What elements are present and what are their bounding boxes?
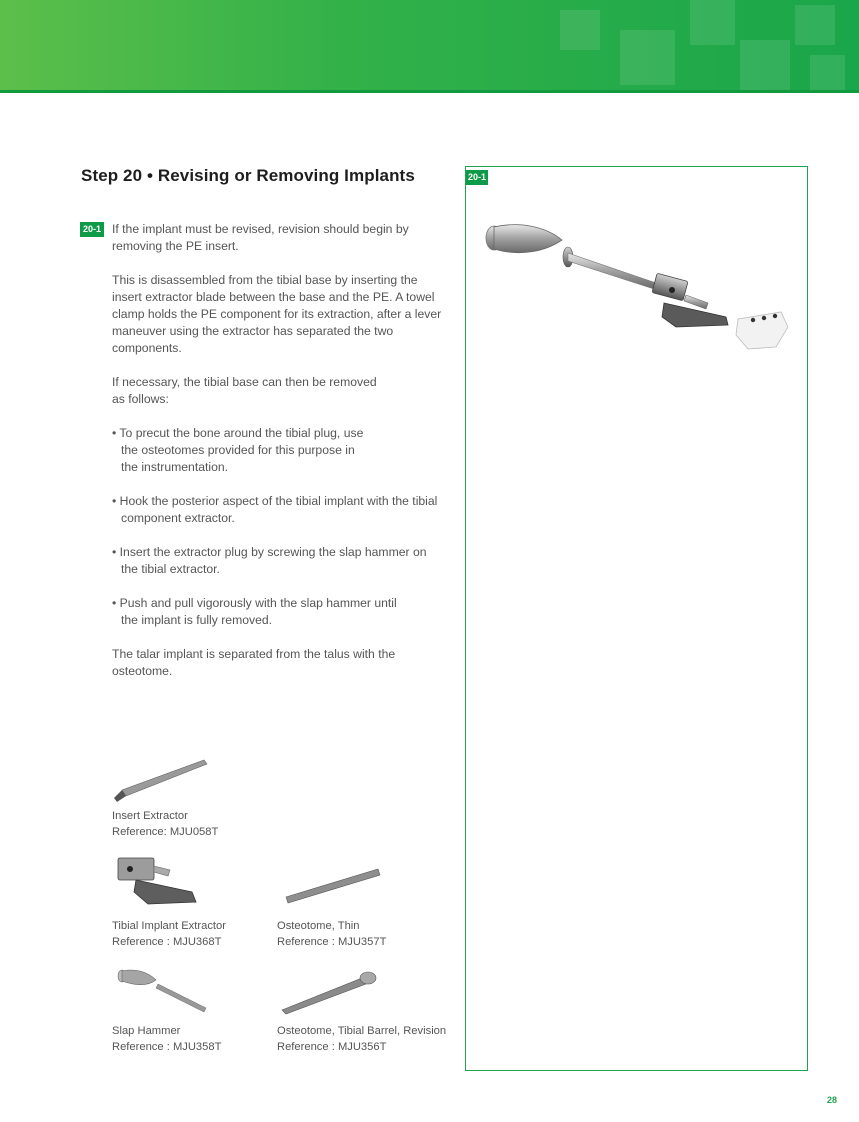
product-name: Osteotome, Tibial Barrel, Revision (277, 1025, 447, 1037)
paragraph: If necessary, the tibial base can then be removed as follows: (112, 375, 377, 406)
banner-pattern-tile (690, 0, 735, 45)
product-caption (112, 808, 218, 840)
product-name: Slap Hammer (112, 1025, 181, 1037)
tibial-implant-extractor-illustration (108, 852, 208, 912)
header-banner (0, 0, 859, 93)
page-number: 28 (827, 1095, 838, 1105)
product-caption (112, 1023, 221, 1055)
banner-pattern-tile (740, 40, 790, 90)
product-caption (112, 918, 226, 950)
banner-pattern-tile (795, 5, 835, 45)
product-caption (277, 1023, 446, 1055)
banner-pattern-tile (560, 10, 600, 50)
bullet-item: • To precut the bone around the tibial plug, use the osteotomes provided for this purpose in the instrumentation. (112, 426, 364, 474)
product-reference: Reference : MJU368T (112, 936, 222, 948)
paragraph: The talar implant is separated from the talus with the osteotome. (112, 647, 396, 678)
figure-badge: 20-1 (466, 170, 488, 185)
product-reference: Reference: MJU058T (112, 826, 219, 838)
banner-pattern-tile (620, 30, 675, 85)
product-reference: Reference : MJU357T (277, 936, 387, 948)
banner-pattern-tile (810, 55, 845, 90)
osteotome-thin-illustration (278, 855, 388, 910)
product-name: Tibial Implant Extractor (112, 920, 226, 932)
slap-hammer-illustration (112, 962, 212, 1017)
bullet-item: • Insert the extractor plug by screwing the slap hammer on the tibial extractor. (112, 545, 427, 576)
product-reference: Reference : MJU358T (112, 1041, 222, 1053)
product-name: Osteotome, Thin (277, 920, 360, 932)
paragraph: This is disassembled from the tibial base by inserting the insert extractor blade between the base and the PE. A towel clamp holds the PE component for its extraction, after a lever maneuver using the extractor has separated the two components. (112, 273, 442, 355)
paragraph: If the implant must be revised, revision should begin by removing the PE insert. (112, 222, 409, 253)
banner-divider (0, 90, 859, 93)
slap-hammer-assembly-illustration (476, 207, 801, 367)
product-caption (277, 918, 386, 950)
bullet-item: • Hook the posterior aspect of the tibial implant with the tibial component extractor. (112, 494, 438, 525)
page-title: Step 20 • Revising or Removing Implants (81, 166, 415, 185)
step-badge: 20-1 (80, 222, 104, 237)
figure-panel (465, 166, 808, 1071)
bullet-item: • Push and pull vigorously with the slap hammer until the implant is fully removed. (112, 596, 397, 627)
insert-extractor-illustration (108, 752, 238, 807)
instructions-text (112, 221, 442, 697)
osteotome-tibial-barrel-illustration (278, 962, 388, 1017)
product-name: Insert Extractor (112, 810, 188, 822)
product-reference: Reference : MJU356T (277, 1041, 387, 1053)
